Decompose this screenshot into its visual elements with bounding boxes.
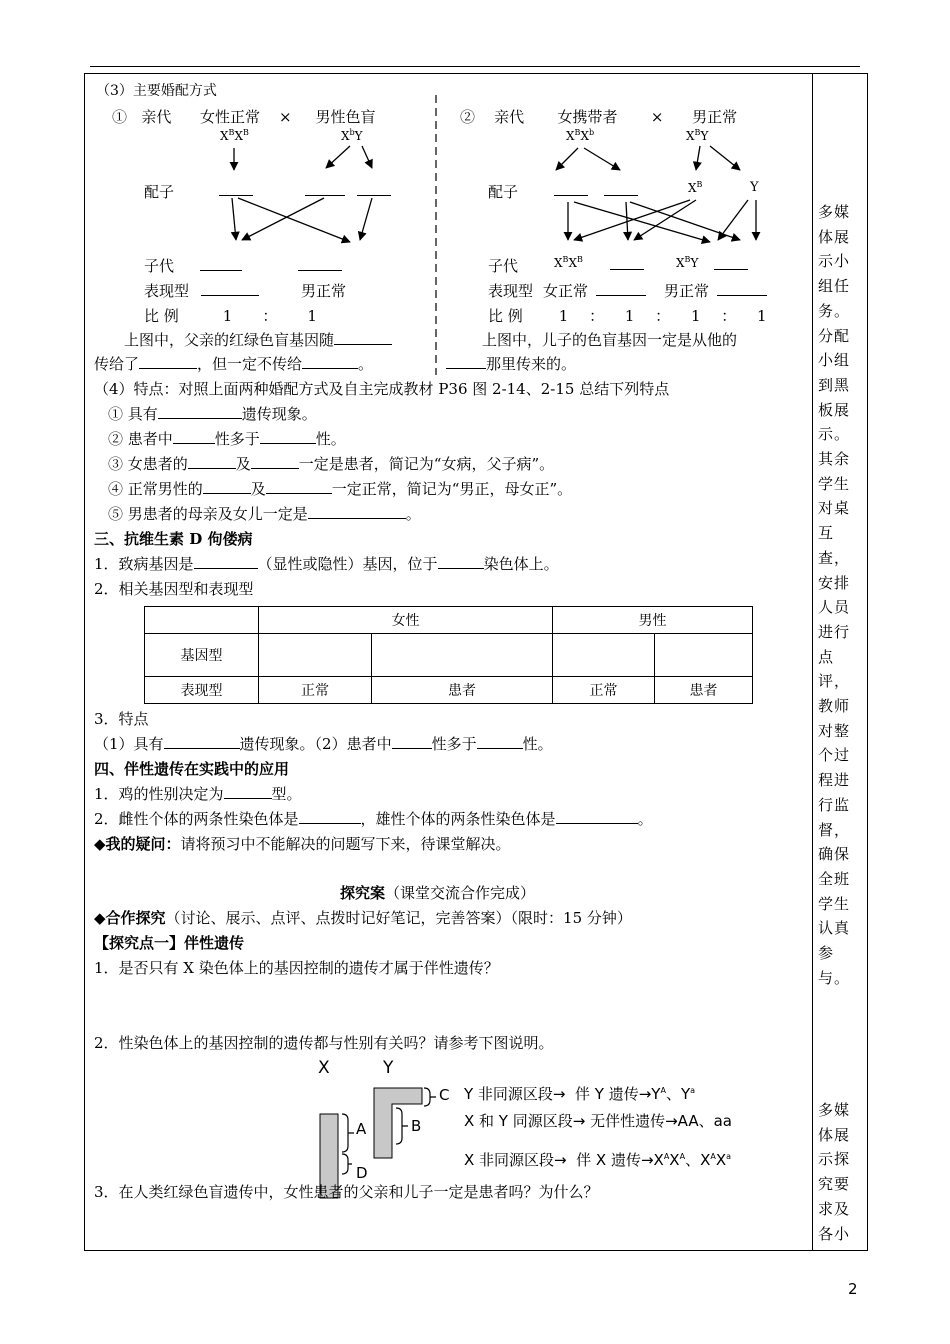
sidebar-note-2: 多媒体展示探究要求及各小 <box>818 1101 851 1243</box>
right-cross-row: ② 亲代 女携带者 × 男正常 <box>460 108 738 126</box>
table-header-male: 男性 <box>553 607 753 634</box>
right-offspring-blank-1 <box>610 255 644 274</box>
table-cell: 患者 <box>372 677 553 704</box>
right-offspring-label: 子代 <box>488 257 519 275</box>
genotype-table <box>144 606 753 704</box>
right-female-genotype: $X^BX^b$ <box>566 128 595 143</box>
table-cell: 正常 <box>259 677 372 704</box>
diagram-label-x: X <box>318 1058 330 1078</box>
left-female-genotype: $X^BX^B$ <box>220 128 249 143</box>
vitamin-d-line-4: （1）具有 遗传现象。（2）患者中 性多于 性。 <box>94 735 553 753</box>
left-male-genotype: $X^bY$ <box>341 128 363 143</box>
diagram-line-2: X 和 Y 同源区段→ 无伴性遗传→AA、aa <box>464 1112 732 1130</box>
application-line-2: 2．雌性个体的两条性染色体是 ，雄性个体的两条性染色体是 。 <box>94 810 653 828</box>
diagram-line-1: Y 非同源区段→ 伴 Y 遗传$\to Y^A$、$Y^a$ <box>464 1085 696 1103</box>
table-header-female: 女性 <box>259 607 553 634</box>
feature-4: ④ 正常男性的 及 一定正常，简记为“男正，母女正”。 <box>108 480 573 498</box>
section-4-heading: （4）特点：对照上面两种婚配方式及自主完成教材 P36 图 2-14、2-15 总结下列特点 <box>94 380 670 398</box>
right-offspring-blank-2 <box>714 255 748 274</box>
header-rule <box>90 66 860 67</box>
feature-3: ③ 女患者的 及 一定是患者，简记为“女病，父子病”。 <box>108 455 555 473</box>
right-offspring-2: $X^BY$ <box>676 255 699 270</box>
question-2: 2．性染色体上的基因控制的遗传都与性别有关吗？请参考下图说明。 <box>94 1034 554 1052</box>
vitamin-d-heading: 三、抗维生素 D 佝偻病 <box>94 530 253 548</box>
vitamin-d-line-1: 1．致病基因是 （显性或隐性）基因，位于 染色体上。 <box>94 555 559 573</box>
feature-2: ② 患者中 性多于 性。 <box>108 430 346 448</box>
table-row <box>145 634 753 677</box>
center-dashed-divider <box>430 95 442 375</box>
right-male-genotype: $X^BY$ <box>686 128 709 143</box>
explore-point-1: 【探究点一】伴性遗传 <box>94 934 245 952</box>
diagram-line-3: X 非同源区段→ 伴 X 遗传$\to X^AX^A$、$X^AX^a$ <box>464 1151 732 1169</box>
page-number: 2 <box>848 1280 858 1298</box>
left-phenotype-row: 表现型 男正常 <box>144 282 347 300</box>
explore-title: 探究案（课堂交流合作完成） <box>340 884 536 902</box>
left-gamete-label: 配子 <box>144 183 175 201</box>
table-cell: 正常 <box>553 677 655 704</box>
vitamin-d-line-2: 2．相关基因型和表现型 <box>94 580 254 598</box>
application-heading: 四、伴性遗传在实践中的应用 <box>94 760 290 778</box>
table-row <box>145 677 753 704</box>
right-ratio-row: 比 例 1 ： 1 ： 1 ： 1 <box>488 307 767 325</box>
right-offspring-1: $X^BX^B$ <box>554 255 583 270</box>
feature-1: ① 具有 遗传现象。 <box>108 405 317 423</box>
diagram-label-y: Y <box>383 1058 394 1078</box>
right-note-2: 那里传来的。 <box>446 353 576 374</box>
left-cross-row: ① 亲代 女性正常 × 男性色盲 <box>112 108 376 126</box>
diagram-label-c: C <box>439 1086 450 1104</box>
right-gamete-y: Y <box>750 180 759 195</box>
right-gamete-label: 配子 <box>488 183 519 201</box>
feature-5: ⑤ 男患者的母亲及女儿一定是 。 <box>108 505 421 523</box>
my-doubt: ◆我的疑问：请将预习中不能解决的问题写下来，待课堂解决。 <box>94 835 511 853</box>
question-1: 1．是否只有 X 染色体上的基因控制的遗传才属于伴性遗传？ <box>94 959 499 977</box>
left-note-2: 传给了 ，但一定不传给 。 <box>94 355 374 373</box>
application-line-1: 1．鸡的性别决定为 型。 <box>94 785 302 803</box>
left-offspring-row: 子代 <box>144 255 342 276</box>
section-3-heading: （3）主要婚配方式 <box>96 83 217 99</box>
right-note-1: 上图中，儿子的色盲基因一定是从他的 <box>482 331 738 349</box>
right-gamete-xb: $X^B$ <box>688 180 703 195</box>
left-arrows <box>200 140 400 250</box>
left-ratio-row: 比 例 1 ： 1 <box>144 307 317 325</box>
sidebar-note-1: 多媒体展示小组任务。分配小组到黑板展示。其余学生对桌互查，安排人员进行点评，教师对整个过程进行监督，确保全班学生认真参与。 <box>818 203 851 987</box>
table-cell: 患者 <box>655 677 753 704</box>
table-row <box>145 607 753 634</box>
question-3: 3．在人类红绿色盲遗传中，女性患者的父亲和儿子一定是患者吗？为什么？ <box>94 1183 599 1201</box>
right-phenotype-row: 表现型 女正常 男正常 <box>488 280 767 301</box>
diagram-label-d: D <box>356 1164 368 1182</box>
column-divider <box>812 73 813 1251</box>
table-row-label-genotype: 基因型 <box>145 634 259 677</box>
left-note-1: 上图中，父亲的红绿色盲基因随 <box>124 329 392 350</box>
diagram-label-a: A <box>356 1120 367 1138</box>
vitamin-d-line-3: 3．特点 <box>94 710 149 728</box>
right-arrows <box>550 140 770 250</box>
cooperative-explore: ◆合作探究（讨论、展示、点评、点拨时记好笔记，完善答案）（限时：15 分钟） <box>94 909 632 927</box>
diagram-label-b: B <box>411 1117 422 1135</box>
table-row-label-phenotype: 表现型 <box>145 677 259 704</box>
